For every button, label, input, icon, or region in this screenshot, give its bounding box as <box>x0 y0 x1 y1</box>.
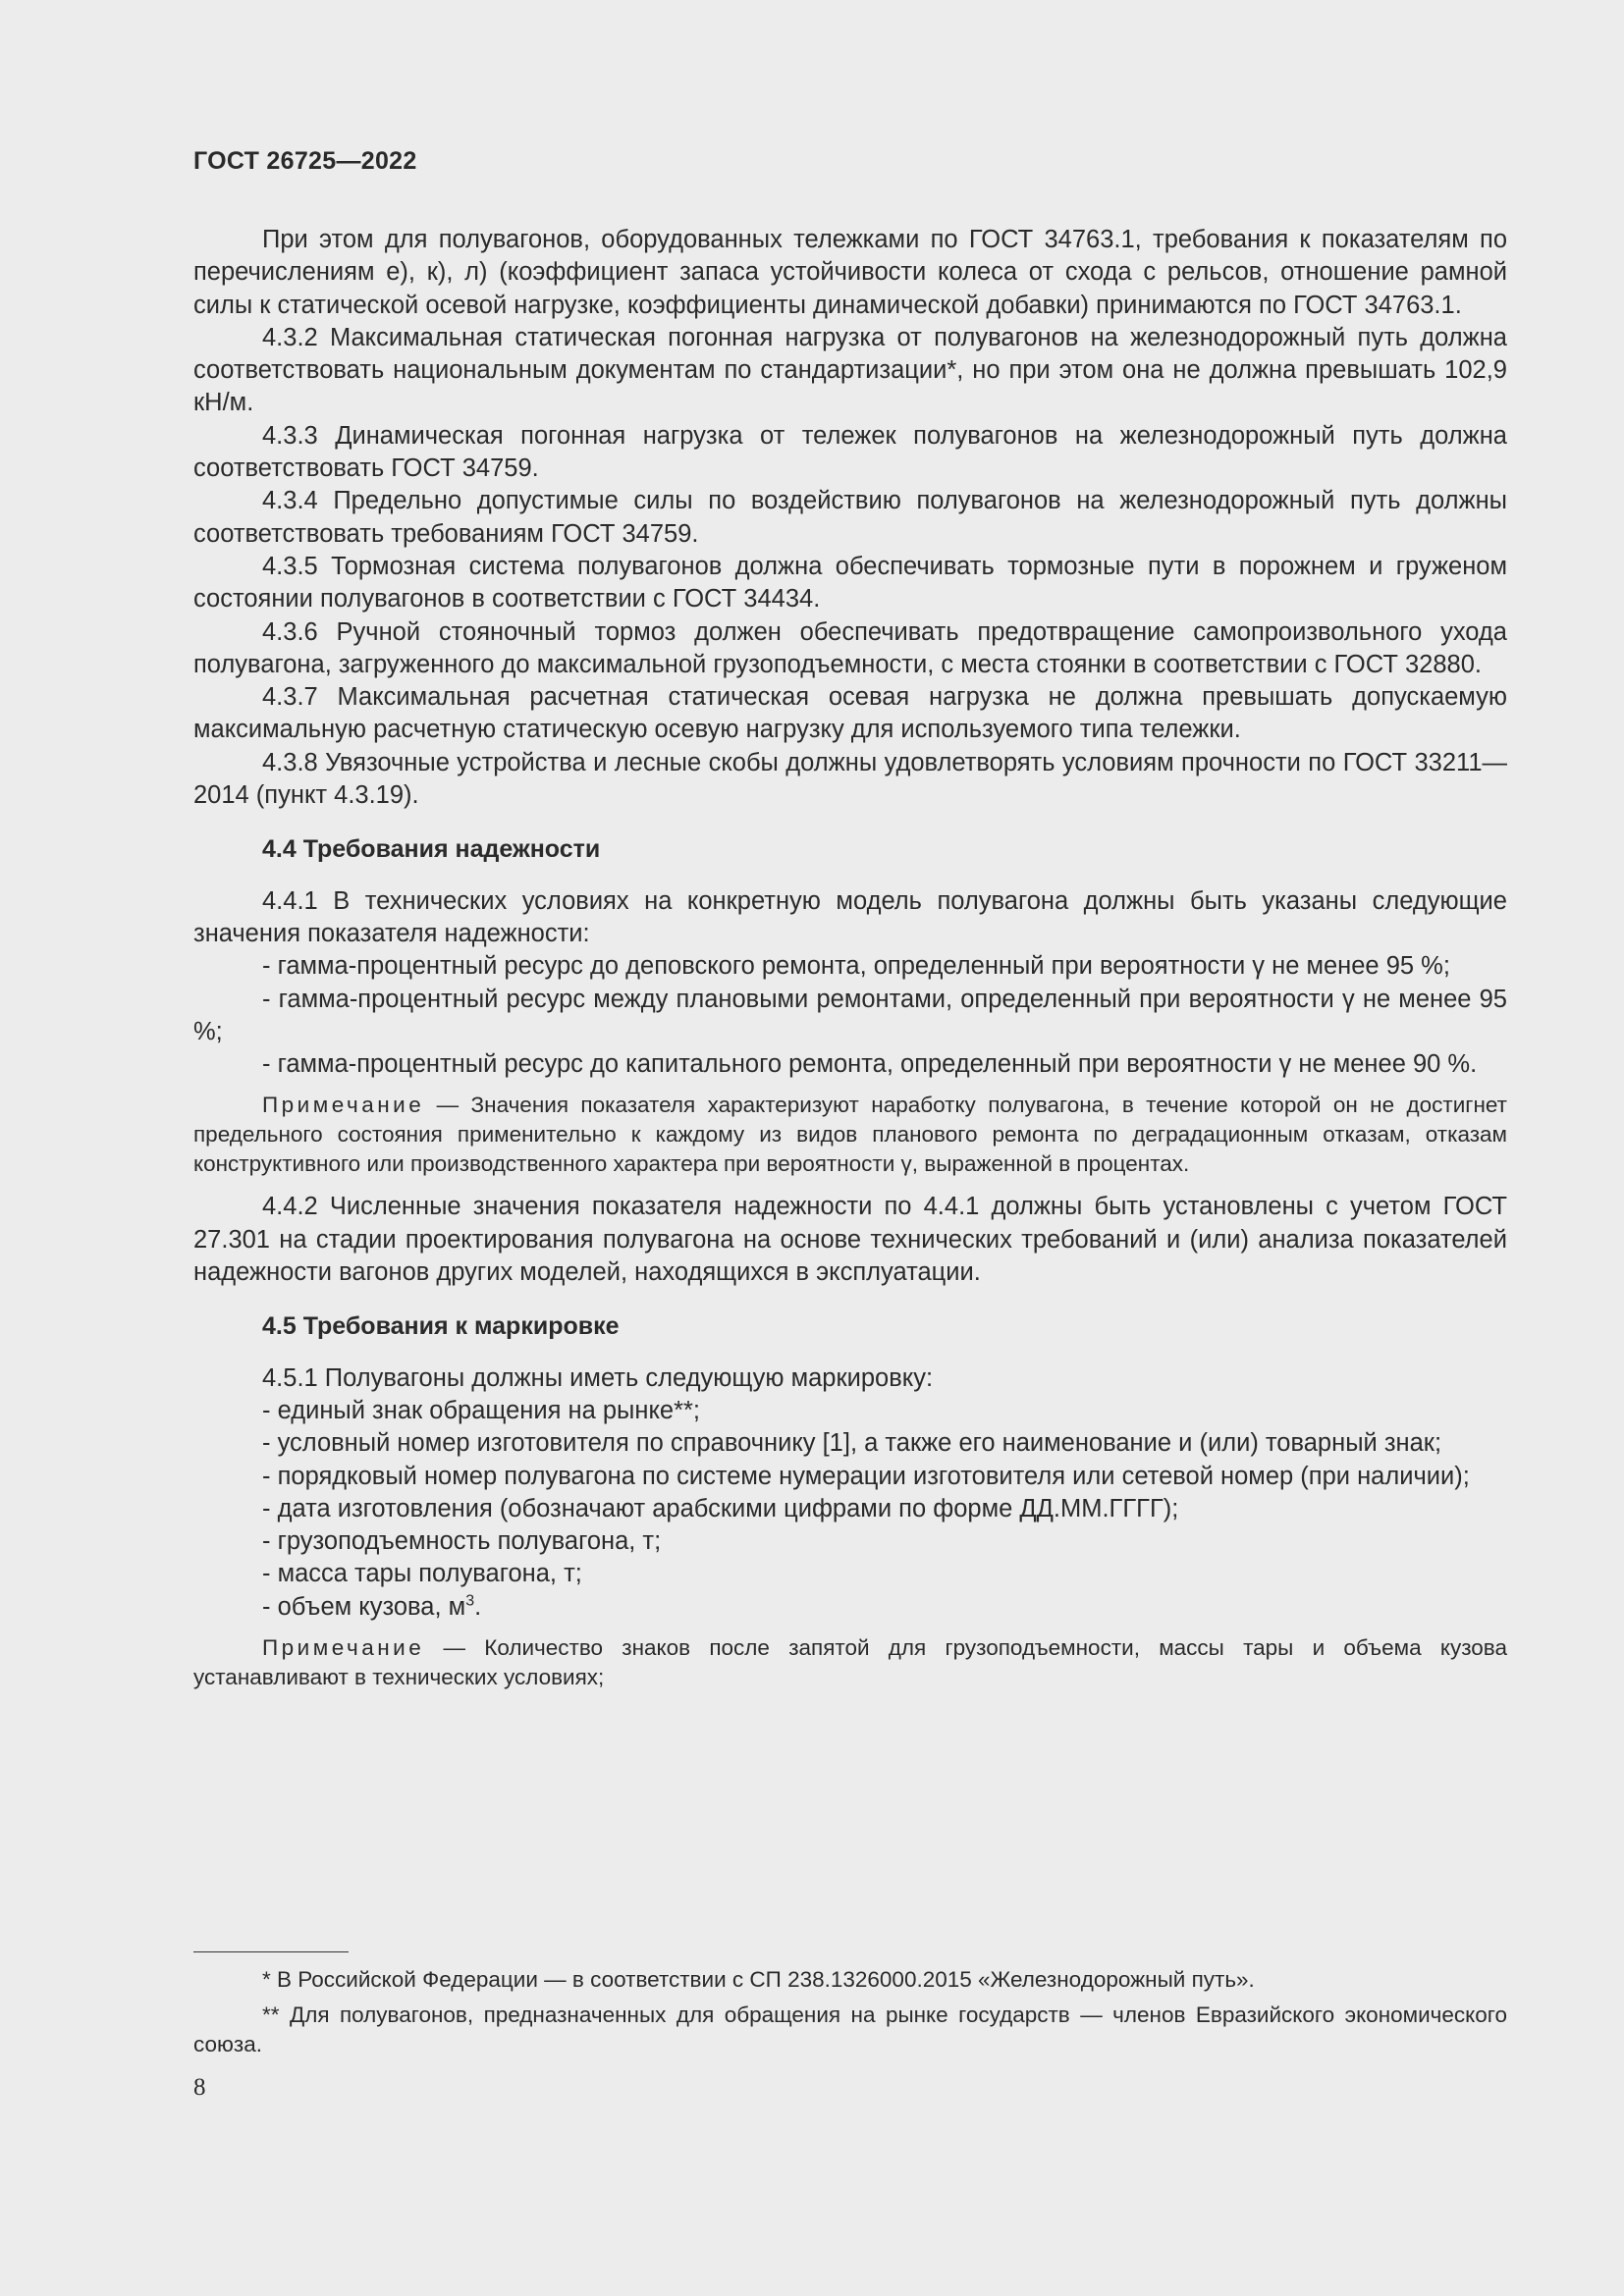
footnote-divider <box>193 1951 349 1952</box>
list-item-4-5-g-text: - объем кузова, м <box>262 1592 466 1621</box>
paragraph-4-3-6: 4.3.6 Ручной стояночный тормоз должен обеспечивать предотвращение самопроизвольного ухода полувагона, загруженного до максимальной грузоподъемности, с места стоянки в соответствии с ГОСТ 32880. <box>193 617 1507 678</box>
note-label: Примечание <box>262 1634 425 1660</box>
list-item-4-4-b: - гамма-процентный ресурс между плановыми ремонтами, определенный при вероятности γ не менее 95 %; <box>193 985 1507 1045</box>
paragraph-4-5-1: 4.5.1 Полувагоны должны иметь следующую маркировку: <box>262 1363 934 1392</box>
list-item-4-5-e: - грузоподъемность полувагона, т; <box>262 1527 662 1556</box>
paragraph-intro: При этом для полувагонов, оборудованных тележками по ГОСТ 34763.1, требования к показателям по перечислениям е), к), л) (коэффициент запаса устойчивости колеса от схода с рельсов, отношение рамной силы к статической осевой нагрузке, коэффициенты динамической добавки) принимаются по ГОСТ 34763.1. <box>193 226 1507 319</box>
list-item-4-5-c: - порядковый номер полувагона по системе нумерации изготовителя или сетевой номер (при наличии); <box>262 1462 1470 1490</box>
section-heading-4-4: 4.4 Требования надежности <box>262 835 601 864</box>
paragraph-4-3-5: 4.3.5 Тормозная система полувагонов должна обеспечивать тормозные пути в порожнем и груженом состоянии полувагонов в соответствии с ГОСТ 34434. <box>193 552 1507 614</box>
list-item-4-5-f: - масса тары полувагона, т; <box>262 1560 582 1588</box>
superscript-3: 3 <box>465 1592 475 1610</box>
note-text: — Значения показателя характеризуют наработку полувагона, в течение которой он не достигнет предельного состояния применительно к каждому из видов планового ремонта по деградационным отказам, отказам конструктивного или производственного характера при вероятности γ, выраженной в процентах. <box>193 1093 1507 1177</box>
paragraph-4-3-8: 4.3.8 Увязочные устройства и лесные скобы должны удовлетворять условиям прочности по ГОСТ 33211—2014 (пункт 4.3.19). <box>193 748 1507 810</box>
note-text: — Количество знаков после запятой для грузоподъемности, массы тары и объема кузова устанавливают в технических условиях; <box>193 1634 1507 1689</box>
note-marking <box>193 1633 1507 1692</box>
footnote-1: * В Российской Федерации — в соответствии с СП 238.1326000.2015 «Железнодорожный путь». <box>262 1967 1255 1992</box>
list-item-4-5-b: - условный номер изготовителя по справочнику [1], а также его наименование и (или) товарный знак; <box>262 1429 1442 1458</box>
list-item-4-4-a: - гамма-процентный ресурс до деповского ремонта, определенный при вероятности γ не менее 95 %; <box>262 952 1450 981</box>
list-item-4-5-a: - единый знак обращения на рынке**; <box>262 1396 701 1424</box>
document-body <box>193 224 1507 1704</box>
paragraph-4-4-2: 4.4.2 Численные значения показателя надежности по 4.4.1 должны быть установлены с учетом ГОСТ 27.301 на стадии проектирования полувагона на основе технических требований и (или) анализа показателей надежности вагонов других моделей, находящихся в эксплуатации. <box>193 1193 1507 1287</box>
paragraph-4-3-2: 4.3.2 Максимальная статическая погонная нагрузка от полувагонов на железнодорожный путь должна соответствовать национальным документам по стандартизации*, но при этом она не должна превышать 102,9 кН/м. <box>193 323 1507 417</box>
footnotes <box>193 1965 1507 2065</box>
paragraph-4-3-7: 4.3.7 Максимальная расчетная статическая осевая нагрузка не должна превышать допускаемую максимальную расчетную статическую осевую нагрузку для используемого типа тележки. <box>193 683 1507 744</box>
list-item-4-5-d: - дата изготовления (обозначают арабскими цифрами по форме ДД.ММ.ГГГГ); <box>262 1494 1179 1522</box>
section-heading-4-5: 4.5 Требования к маркировке <box>262 1312 620 1341</box>
list-item-4-5-g <box>193 1591 1507 1624</box>
list-item-4-4-c: - гамма-процентный ресурс до капитального ремонта, определенный при вероятности γ не менее 90 %. <box>262 1050 1478 1079</box>
paragraph-4-3-3: 4.3.3 Динамическая погонная нагрузка от тележек полувагонов на железнодорожный путь должна соответствовать ГОСТ 34759. <box>193 421 1507 483</box>
footnote-2: ** Для полувагонов, предназначенных для обращения на рынке государств — членов Евразийского экономического союза. <box>193 2002 1507 2056</box>
paragraph-4-4-1: 4.4.1 В технических условиях на конкретную модель полувагона должны быть указаны следующие значения показателя надежности: <box>193 886 1507 947</box>
note-label: Примечание <box>262 1093 425 1118</box>
page-number: 8 <box>193 2074 206 2101</box>
document-header: ГОСТ 26725—2022 <box>193 147 417 175</box>
paragraph-4-3-4: 4.3.4 Предельно допустимые силы по воздействию полувагонов на железнодорожный путь должны соответствовать требованиям ГОСТ 34759. <box>193 487 1507 548</box>
list-item-4-5-g-end: . <box>474 1592 482 1621</box>
note-reliability <box>193 1091 1507 1179</box>
